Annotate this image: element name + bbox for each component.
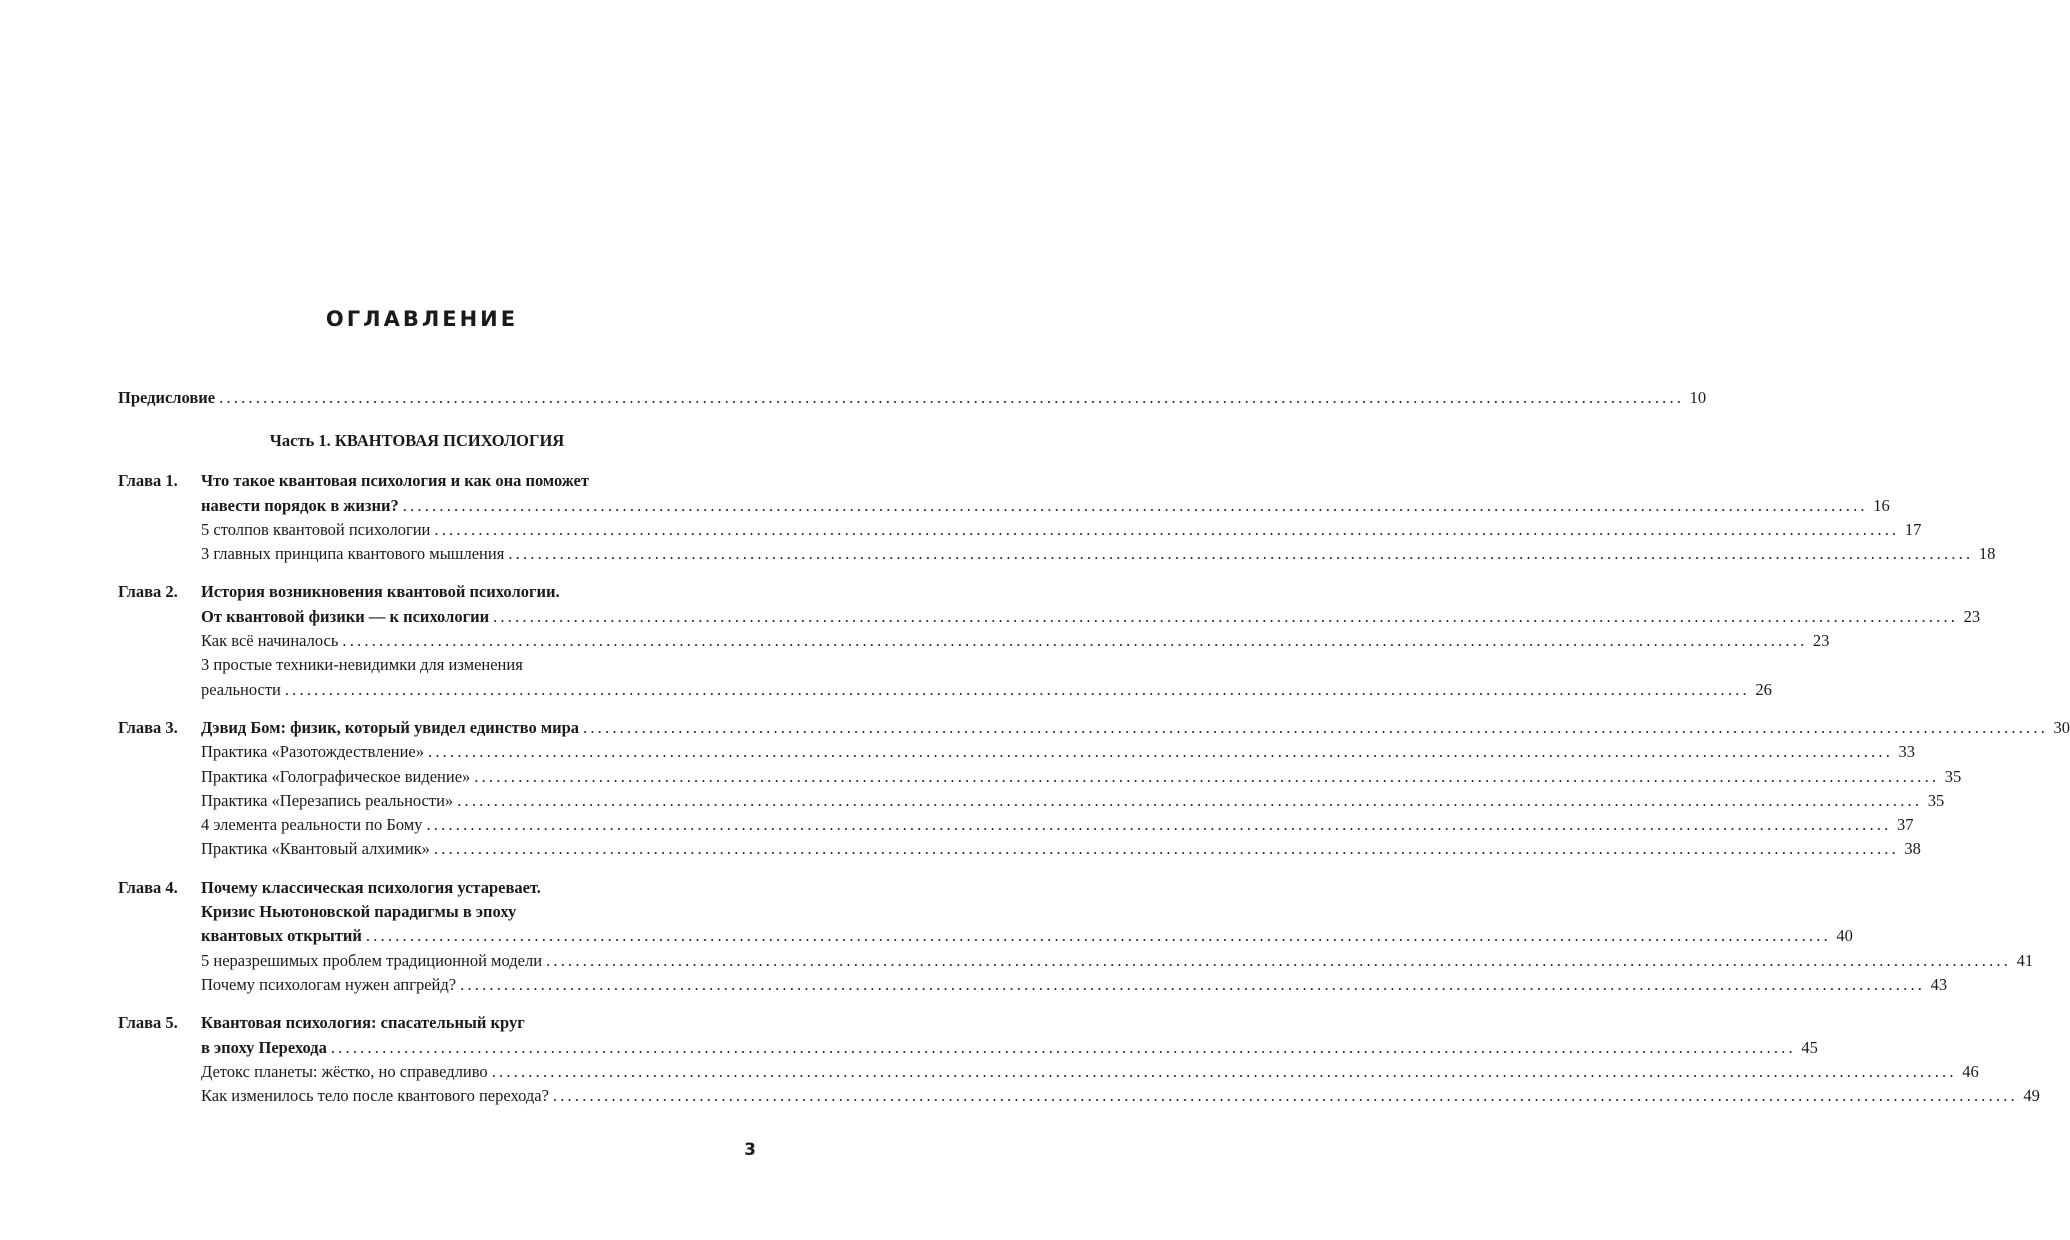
chapter-label: Глава 2.	[118, 582, 178, 602]
section-entry-title: 3 главных принципа квантового мышления	[201, 544, 505, 564]
toc-entry-page: 10	[1689, 388, 1707, 407]
chapter-title-line: Почему классическая психология устаревает.	[201, 877, 541, 897]
toc-chapter	[118, 716, 2070, 862]
section-entry[interactable]	[201, 542, 1996, 566]
leader-dots: ........................................................................................................................................................................................................	[428, 742, 1894, 762]
chapter-entries	[201, 469, 1996, 566]
section-entry-line: 3 простые техники-невидимки для изменения	[201, 655, 523, 675]
leader-dots: ........................................................................................................................................................................................................	[546, 950, 2012, 970]
page-title: ОГЛАВЛЕНИЕ	[325, 307, 519, 331]
section-entry-title: Как всё начиналось	[201, 631, 339, 651]
leader-dots: ........................................................................................................................................................................................................	[552, 1086, 2018, 1106]
chapter-title-line: История возникновения квантовой психологии.	[201, 582, 560, 602]
section-entry-page: 18	[1978, 544, 1996, 564]
leader-dots: ........................................................................................................................................................................................................	[433, 839, 1899, 859]
chapter-title-title: Дэвид Бом: физик, который увидел единство мира	[201, 717, 580, 737]
chapter-title-page: 40	[1836, 926, 1853, 946]
chapter-entries	[201, 1011, 2040, 1108]
chapter-title[interactable]	[201, 924, 1853, 948]
section-entry-title: Почему психологам нужен апгрейд?	[201, 974, 457, 994]
section-entry-page: 35	[1944, 766, 1962, 786]
section-entry-page: 17	[1904, 519, 1922, 539]
toc-chapter	[118, 876, 2034, 997]
chapter-title-title: в эпоху Перехода	[201, 1037, 327, 1057]
section-entry-page: 37	[1896, 815, 1914, 835]
chapter-title-page: 45	[1801, 1037, 1818, 1057]
chapter-title-line: Что такое квантовая психология и как она поможет	[201, 471, 589, 491]
chapter-title[interactable]	[201, 716, 2070, 740]
section-entry-title: реальности	[201, 679, 281, 699]
leader-dots: ........................................................................................................................................................................................................	[460, 974, 1926, 994]
section-entry-page: 46	[1962, 1061, 1979, 1081]
section-entry[interactable]	[201, 678, 1772, 702]
toc-chapter	[118, 469, 1996, 566]
section-entry[interactable]	[201, 949, 2034, 973]
section-entry-page: 38	[1904, 839, 1921, 859]
section-entry-title: 5 столпов квантовой психологии	[201, 519, 431, 539]
section-entry-page: 49	[2023, 1086, 2040, 1106]
chapter-title[interactable]	[201, 494, 1890, 518]
leader-dots: ........................................................................................................................................................................................................	[493, 606, 1959, 626]
table-of-contents	[118, 386, 2070, 1108]
section-entry-page: 35	[1927, 790, 1945, 810]
section-entry[interactable]	[201, 973, 1948, 997]
toc-entry-preface[interactable]	[118, 386, 1707, 410]
chapter-title-title: От квантовой физики — к психологии	[201, 606, 490, 626]
section-entry[interactable]	[201, 765, 1962, 789]
section-entry-page: 33	[1898, 742, 1916, 762]
chapter-title-title: навести порядок в жизни?	[201, 495, 399, 515]
section-entry-page: 43	[1930, 974, 1948, 994]
section-entry-page: 23	[1812, 631, 1830, 651]
section-entry-title: Практика «Перезапись реальности»	[201, 790, 454, 810]
chapter-title-page: 16	[1873, 495, 1890, 515]
leader-dots: ........................................................................................................................................................................................................	[402, 495, 1868, 515]
section-entry[interactable]	[201, 629, 1830, 653]
chapter-title-title: квантовых открытий	[201, 926, 362, 946]
section-entry-title: Как изменилось тело после квантового перехода?	[201, 1086, 549, 1106]
section-entry[interactable]	[201, 1084, 2040, 1108]
leader-dots: ........................................................................................................................................................................................................	[583, 717, 2049, 737]
toc-entry-title: Предисловие	[118, 388, 216, 407]
leader-dots: ........................................................................................................................................................................................................	[474, 766, 1940, 786]
leader-dots: ........................................................................................................................................................................................................	[330, 1037, 1796, 1057]
section-entry[interactable]	[201, 837, 1921, 861]
section-entry[interactable]	[201, 813, 1914, 837]
toc-chapter	[118, 1011, 2040, 1108]
section-entry[interactable]	[201, 740, 1916, 764]
leader-dots: ........................................................................................................................................................................................................	[491, 1061, 1957, 1081]
section-entry-title: Детокс планеты: жёстко, но справедливо	[201, 1061, 488, 1081]
page-number: 3	[744, 1140, 756, 1160]
leader-dots: ........................................................................................................................................................................................................	[434, 519, 1900, 539]
chapter-title-page: 30	[2053, 717, 2070, 737]
chapter-list	[118, 469, 2070, 1108]
chapter-entries	[201, 580, 1981, 701]
section-entry-title: 4 элемента реальности по Бому	[201, 815, 423, 835]
section-entry-title: Практика «Разотождествление»	[201, 742, 425, 762]
section-entry[interactable]	[201, 1060, 1979, 1084]
leader-dots: ........................................................................................................................................................................................................	[508, 544, 1974, 564]
chapter-title-line: Квантовая психология: спасательный круг	[201, 1013, 525, 1033]
chapter-label: Глава 1.	[118, 471, 178, 491]
chapter-title[interactable]	[201, 1036, 1818, 1060]
chapter-label: Глава 4.	[118, 877, 178, 897]
section-entry-page: 41	[2016, 950, 2034, 970]
chapter-label: Глава 3.	[118, 717, 178, 737]
section-entry[interactable]	[201, 789, 1945, 813]
chapter-title[interactable]	[201, 605, 1981, 629]
chapter-entries	[201, 876, 2034, 997]
leader-dots: ........................................................................................................................................................................................................	[342, 631, 1808, 651]
section-entry-page: 26	[1755, 679, 1772, 699]
leader-dots: ........................................................................................................................................................................................................	[219, 388, 1685, 407]
chapter-title-page: 23	[1963, 606, 1981, 626]
leader-dots: ........................................................................................................................................................................................................	[457, 790, 1923, 810]
leader-dots: ........................................................................................................................................................................................................	[284, 679, 1750, 699]
section-entry-title: Практика «Квантовый алхимик»	[201, 839, 430, 859]
leader-dots: ........................................................................................................................................................................................................	[426, 815, 1892, 835]
chapter-label: Глава 5.	[118, 1013, 178, 1033]
section-entry-title: 5 неразрешимых проблем традиционной модели	[201, 950, 543, 970]
chapter-title-line: Кризис Ньютоновской парадигмы в эпоху	[201, 902, 517, 922]
part-heading: Часть 1. КВАНТОВАЯ ПСИХОЛОГИЯ	[269, 431, 565, 451]
chapter-entries	[201, 716, 2070, 862]
leader-dots: ........................................................................................................................................................................................................	[365, 926, 1831, 946]
toc-chapter	[118, 580, 1981, 701]
section-entry[interactable]	[201, 518, 1922, 542]
section-entry-title: Практика «Голографическое видение»	[201, 766, 471, 786]
